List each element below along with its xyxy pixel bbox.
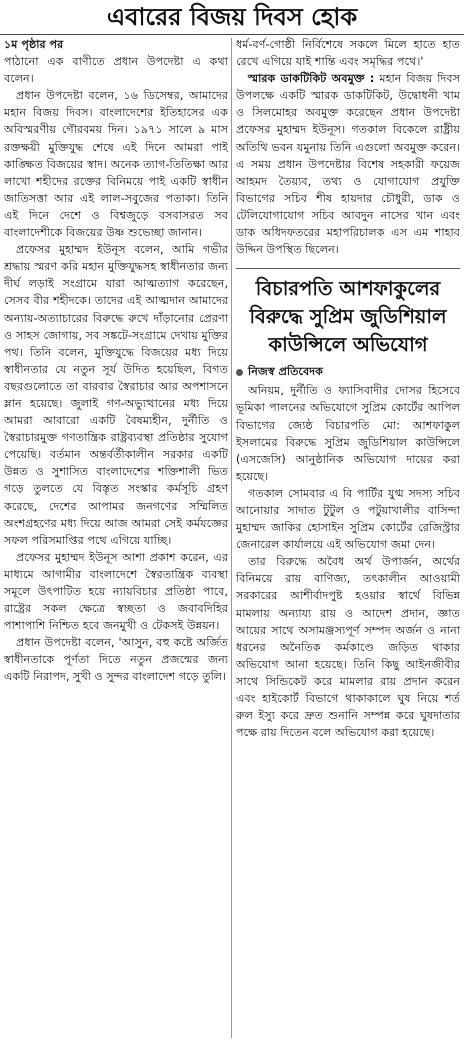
second-headline-line: কাউন্সিলে অভিযোগ (268, 333, 428, 357)
left-paragraph: প্রফেসর মুহাম্মদ ইউনূস বলেন, আমি গভীর শ্রদ্ধায় স্মরণ করি মহান মুক্তিযুদ্ধসহ স্বাধীনতার জন্য দীর্ঘ লড়াই সংগ্রামে যারা আত্মত্যাগ করেছেন, সেসব বীর শহীদকে। তাদের এই আত্মদান আমাদের অন্যায়-অত্যাচারের বিরুদ্ধে রুখে দাঁড়ানোর প্রেরণা ও সাহস জোগায়, সব সঙ্কটে-সংগ্রামে দেখায় মুক্তির পথ। তিনি বলেন, মুক্তিযুদ্ধে বিজয়ের মধ্য দিয়ে স্বাধীনতার যে নতুন সূর্য উদিত হয়েছিল, বিগত বছরগুলোতে তা বারবার স্বৈরাচার আর অপশাসনে ম্লান হয়েছে। জুলাই গণ-অভ্যুত্থানের মধ্য দিয়ে আমরা আবারো একটি বৈষম্যহীন, দুর্নীতি ও স্বৈরাচারমুক্ত গণতান্ত্রিক রাষ্ট্রব্যবস্থা প্রতিষ্ঠার সুযোগ পেয়েছি। বর্তমান অন্তর্বর্তীকালীন সরকার একটি উন্নত ও সুশাসিত বাংলাদেশের শক্তিশালী ভিত গড়ে তুলতে যে বিস্তৃত সংস্কার কর্মসূচি গ্রহণ করেছে, দেশের আপামর জনগণের সম্মিলিত অংশগ্রহণের মধ্য দিয়ে আজ আমরা সেই কর্মযজ্ঞের সফল পরিসমাপ্তির পথে এগিয়ে যাচ্ছি। (4, 243, 228, 547)
right-paragraph: গতকাল সোমবার এ বি পার্টির যুগ্ম সদস্য সচিব আনোয়ার সাদাত টুটুল ও পটুয়াখালীর বাসিন্দা মুহাম্মদ জাকির হোসাইন সুপ্রিম কোর্টের রেজিস্ট্রার জেনারেল কার্যালয়ে এই অভিযোগ জমা দেন। (236, 486, 460, 552)
continuation-paragraph: ধর্ম-বর্ণ-গোষ্ঠী নির্বিশেষে সকলে মিলে হাতে হাত রেখে এগিয়ে যাই শান্তি এবং সমৃদ্ধির পথে।' (236, 38, 460, 69)
bullet-icon (236, 369, 243, 376)
byline-text: নিজস্ব প্রতিবেদক (248, 365, 323, 379)
byline (236, 363, 460, 380)
second-headline (236, 268, 460, 359)
right-paragraph: অনিয়ম, দুর্নীতি ও ফ্যাসিবাদীর দোসর হিসেবে ভূমিকা পালনের অভিযোগে সুপ্রিম কোর্টের আপিল বিভাগের জ্যেষ্ঠ বিচারপতি মো: আশফাকুল ইসলামের বিরুদ্ধে সুপ্রিম জুডিশিয়াল কাউন্সিলে (এসজেসি) আনুষ্ঠানিক অভিযোগ দায়ের করা হয়েছে। (236, 384, 460, 483)
second-headline-line: বিচারপতি আশফাকুলের (255, 277, 441, 301)
left-paragraph: প্রধান উপদেষ্টা বলেন, 'আসুন, বহু কষ্টে অর্জিত স্বাধীনতাকে পূর্ণতা দিতে নতুন প্রজন্মের জন্য একটি নিরাপদ, সুখী ও সুন্দর বাংলাদেশ গড়ে তুলি। (4, 636, 228, 684)
second-headline-line: বিরুদ্ধে সুপ্রিম জুডিশিয়াল (249, 305, 447, 329)
left-column (4, 36, 228, 686)
jump-from-label: ১ম পৃষ্ঠার পর (4, 38, 64, 51)
jump-line (4, 36, 228, 53)
column-divider (231, 38, 232, 1038)
left-paragraph: প্রফেসর মুহাম্মদ ইউনূস আশা প্রকাশ করেন, এর মাধ্যমে আগামীর বাংলাদেশে স্বৈরতান্ত্রিক ব্যবস্থা সমূলে উৎপাটিত হয়ে ন্যায়বিচার প্রতিষ্ঠা পাবে, রাষ্ট্রের সকল ক্ষেত্রে স্বচ্ছতা ও জবাবদিহির পাশাপাশি নিশ্চিত হবে জনমুখী ও টেকসই উন্নয়ন। (4, 550, 228, 633)
left-paragraph: পাঠানো এক বাণীতে প্রধান উপদেষ্টা এ কথা বলেন। (4, 55, 228, 86)
left-paragraph: প্রধান উপদেষ্টা বলেন, ১৬ ডিসেম্বর, আমাদের মহান বিজয় দিবস। বাংলাদেশের ইতিহাসের এক অবিস্মরণীয় গৌরবময় দিন। ১৯৭১ সালে ৯ মাস রক্তক্ষয়ী মুক্তিযুদ্ধ শেষে এই দিনে আমরা পাই কাঙ্ক্ষিত বিজয়ের স্বাদ। অনেক ত্যাগ-তিতিক্ষা আর লাখো শহীদের রক্তের বিনিময়ে পাই একটি স্বাধীন জাতিসত্তা আর এই লাল-সবুজের পতাকা। তিনি এই দিনে দেশে ও বিশ্বজুড়ে বসবাসরত সব বাংলাদেশীকে বিজয়ের উষ্ণ শুভেচ্ছা জানান। (4, 89, 228, 240)
stamp-text: মহান বিজয় দিবস উপলক্ষে একটি স্মারক ডাকটিকিট, উদ্বোধনী খাম ও সিলমোহর অবমুক্ত করেছেন প্রধান উপদেষ্টা প্রফেসর মুহাম্মদ ইউনূস। গতকাল বিকেলে রাষ্ট্রীয় অতিথি ভবন যমুনায় তিনি এগুলো অবমুক্ত করেন। এ সময় প্রধান উপদেষ্টার বিশেষ সহকারী ফয়েজ আহমদ তৈয়্যব, তথ্য ও যোগাযোগ প্রযুক্তি বিভাগের সচিব শীষ হায়দার চৌধুরী, ডাক ও টেলিযোগাযোগ সচিব আবদুন নাসের খান এবং ডাক অধিদফতরের মহাপরিচালক এস এম শাহাব উদ্দিন উপস্থিত ছিলেন। (236, 72, 460, 257)
right-column (236, 36, 460, 741)
stamp-lead: স্মারক ডাকটিকিট অবমুক্ত : (248, 72, 375, 86)
right-paragraph: তার বিরুদ্ধে অবৈধ অর্থ উপার্জন, অর্থের বিনিময়ে রায় বাণিজ্য, তৎকালীন আওয়ামী সরকারের আশীর্বাদপুষ্ট হওয়ার স্বার্থে বিভিন্ন মামলায় অন্যায্য রায় ও আদেশ প্রদান, জ্ঞাত আয়ের সাথে অসামঞ্জস্যপূর্ণ সম্পদ অর্জন ও নানা ধরনের অনৈতিক কর্মকাণ্ডে জড়িত থাকার অভিযোগ আনা হয়েছে। তিনি কিছু আইনজীবীর সাথে সিন্ডিকেট করে মামলার রায় প্রদান করেন এবং হাইকোর্ট বিভাগে থাকাকালে ঘুষ নিয়ে শর্ত রুল ইস্যু করে দ্রুত শুনানি সম্পন্ন করে ঘুষদাতার পক্ষে রায় দিতেন বলে অভিযোগ করা হয়েছে। (236, 555, 460, 740)
stamp-paragraph (236, 70, 460, 258)
top-headline: এবারের বিজয় দিবস হোক (0, 0, 464, 35)
